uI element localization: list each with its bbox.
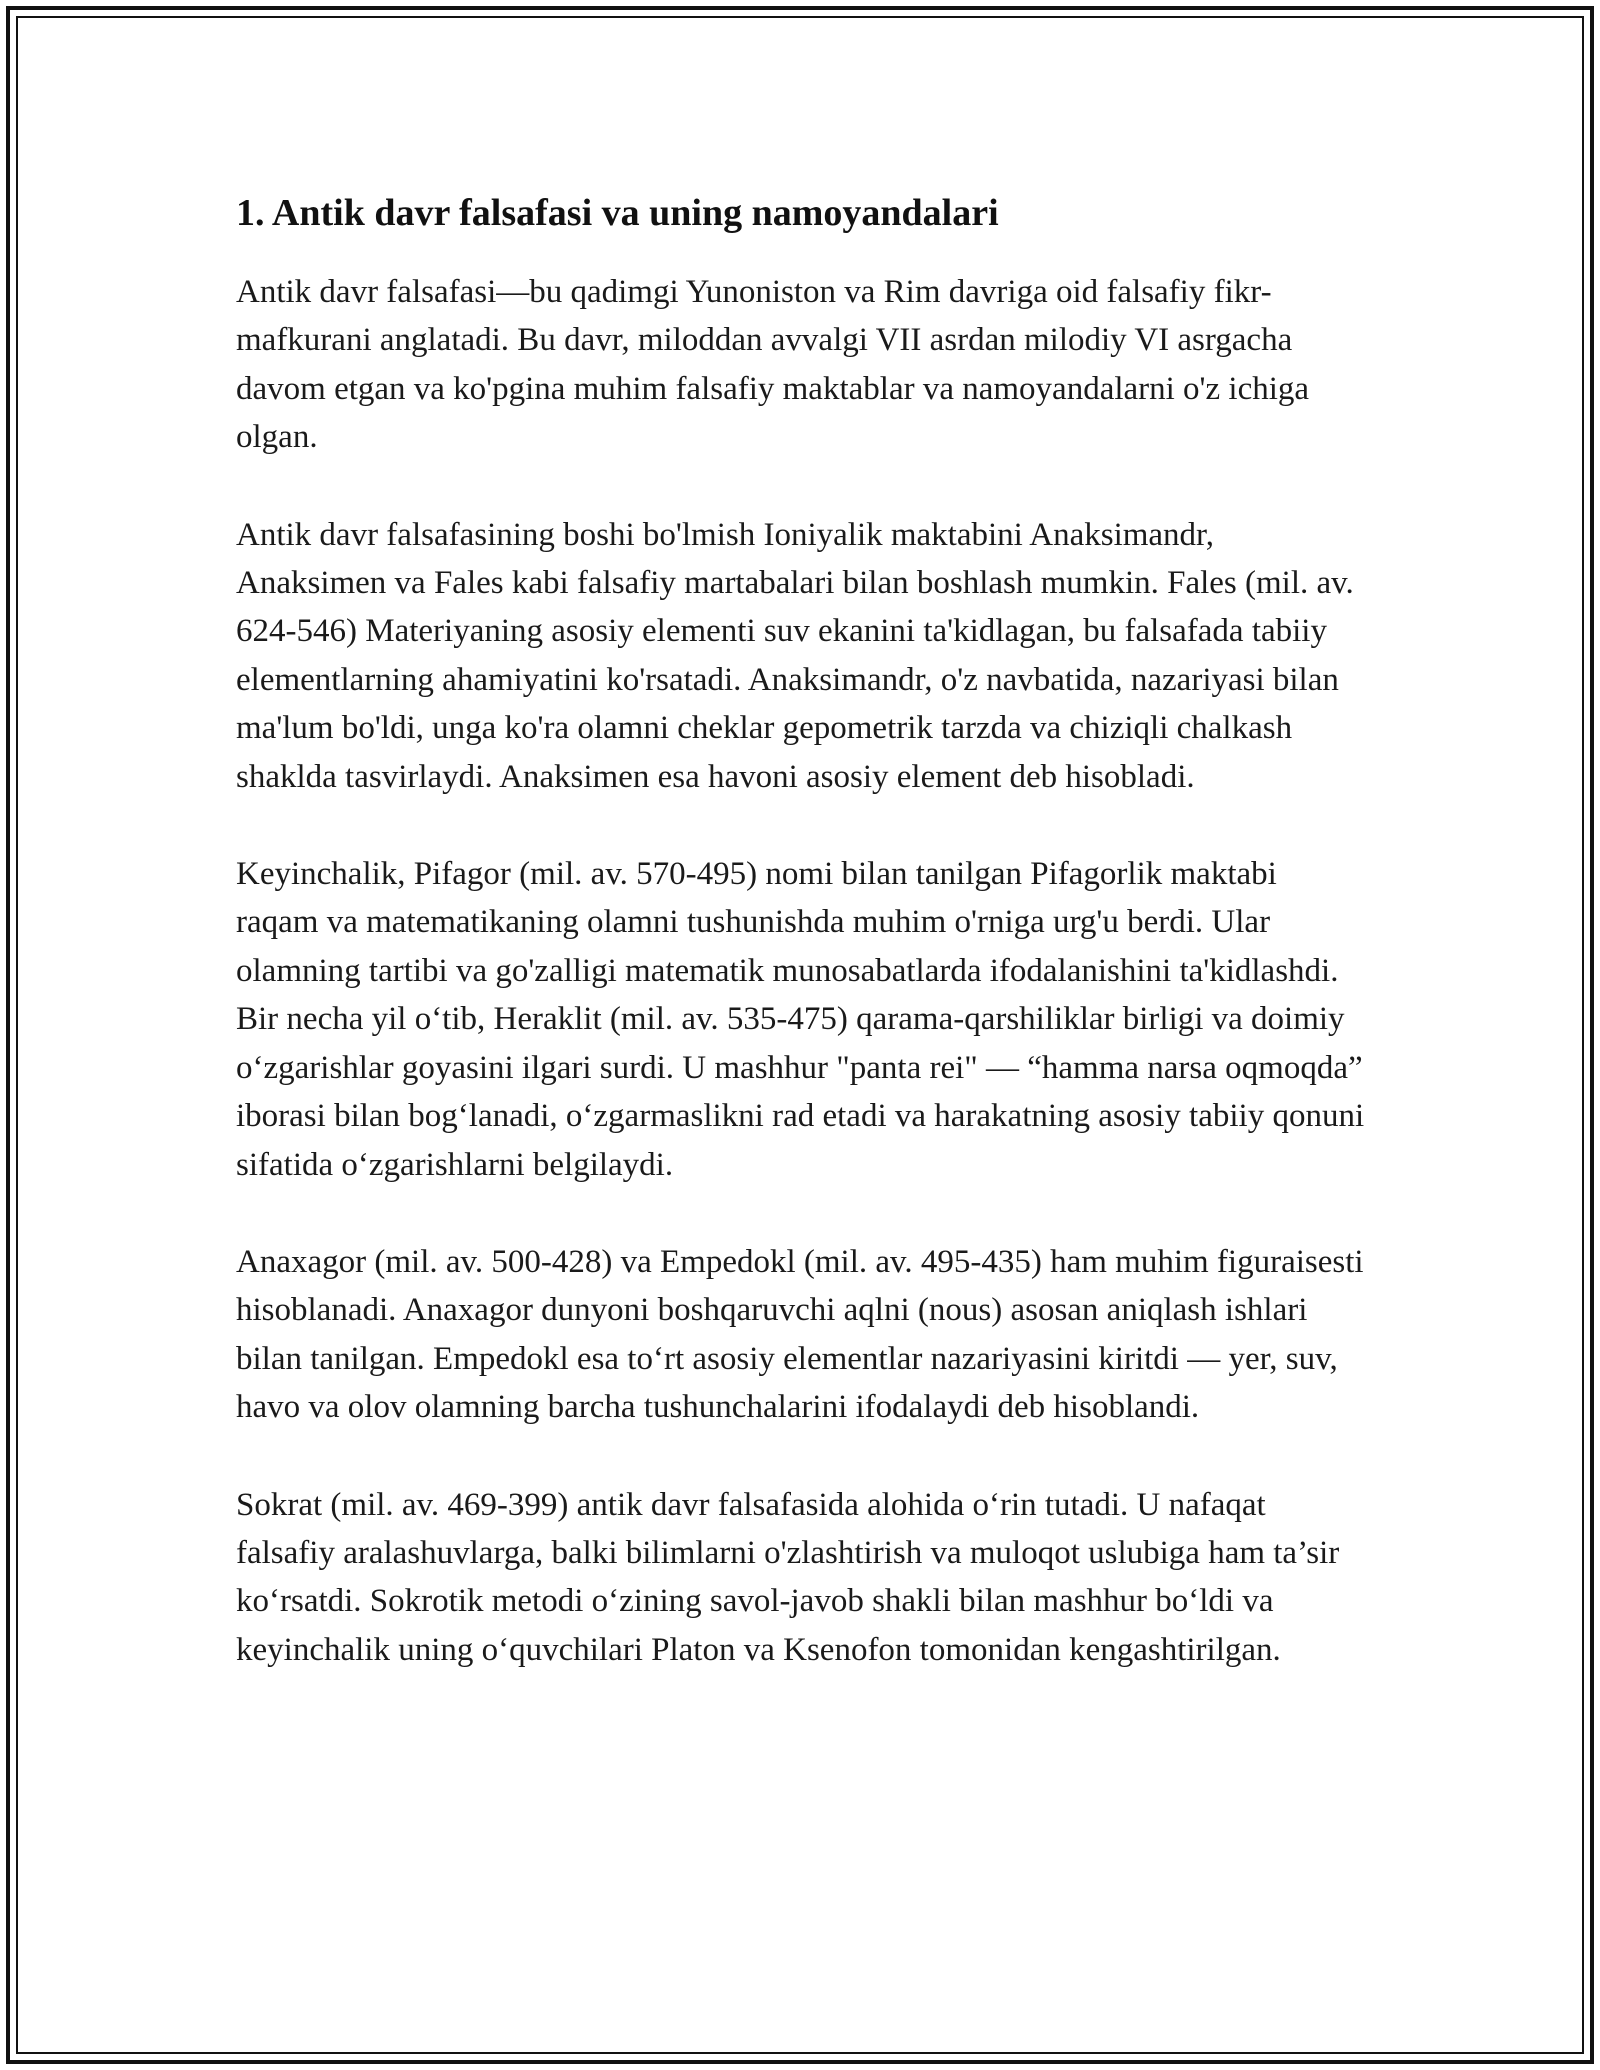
paragraph-intro: Antik davr falsafasi—bu qadimgi Yunoniston va Rim davriga oid falsafiy fikr-mafkurani anglatadi. Bu davr, miloddan avvalgi VII asrdan milodiy VI asrgacha davom etgan va ko'pgina muhim falsafiy maktablar va namoyandalarni o'z ichiga olgan. [236, 274, 1310, 456]
paragraph-ionian-school: Antik davr falsafasining boshi bo'lmish Ioniyalik maktabini Anaksimandr, Anaksimen va Fales kabi falsafiy martabalari bilan boshlash mumkin. Fales (mil. av. 624-546) Materiyaning asosiy elementi suv ekanini ta'kidlagan, bu falsafada tabiiy elementlarning ahamiyatini ko'rsatadi. Anaksimandr, o'z navbatida, nazariyasi bilan ma'lum bo'ldi, unga ko'ra olamni cheklar gepometrik tarzda va chiziqli chalkash shaklda tasvirlaydi. Anaksimen esa havoni asosiy element deb hisobladi. [236, 516, 1354, 795]
document-body [236, 186, 1366, 1723]
paragraph-socrates: Sokrat (mil. av. 469-399) antik davr falsafasida alohida o‘rin tutadi. U nafaqat falsafiy aralashuvlarga, balki bilimlarni o'zlashtirish va muloqot uslubiga ham ta’sir ko‘rsatdi. Sokrotik metodi o‘zining savol-javob shakli bilan mashhur bo‘ldi va keyinchalik uning o‘quvchilari Platon va Ksenofon tomonidan kengashtirilgan. [236, 1486, 1340, 1668]
document-title: 1. Antik davr falsafasi va uning namoyandalari [236, 192, 999, 234]
paragraph-anaxagoras-empedocles: Anaxagor (mil. av. 500-428) va Empedokl (mil. av. 495-435) ham muhim figuraisesti hisoblanadi. Anaxagor dunyoni boshqaruvchi aqlni (nous) asosan aniqlash ishlari bilan tanilgan. Empedokl esa to‘rt asosiy elementlar nazariyasini kiritdi — yer, suv, havo va olov olamning barcha tushunchalarini ifodalaydi deb hisoblandi. [236, 1243, 1364, 1426]
paragraph-pythagoras-heraclitus: Keyinchalik, Pifagor (mil. av. 570-495) nomi bilan tanilgan Pifagorlik maktabi raqam va matematikaning olamni tushunishda muhim o'rniga urg'u berdi. Ular olamning tartibi va go'zalligi matematik munosabatlarda ifodalanishini ta'kidlashdi. Bir necha yil o‘tib, Heraklit (mil. av. 535-475) qarama-qarshiliklar birligi va doimiy o‘zgarishlar goyasini ilgari surdi. U mashhur "panta rei" — “hamma narsa oqmoqda” iborasi bilan bog‘lanadi, o‘zgarmaslikni rad etadi va harakatning asosiy tabiiy qonuni sifatida o‘zgarishlarni belgilaydi. [236, 856, 1365, 1183]
